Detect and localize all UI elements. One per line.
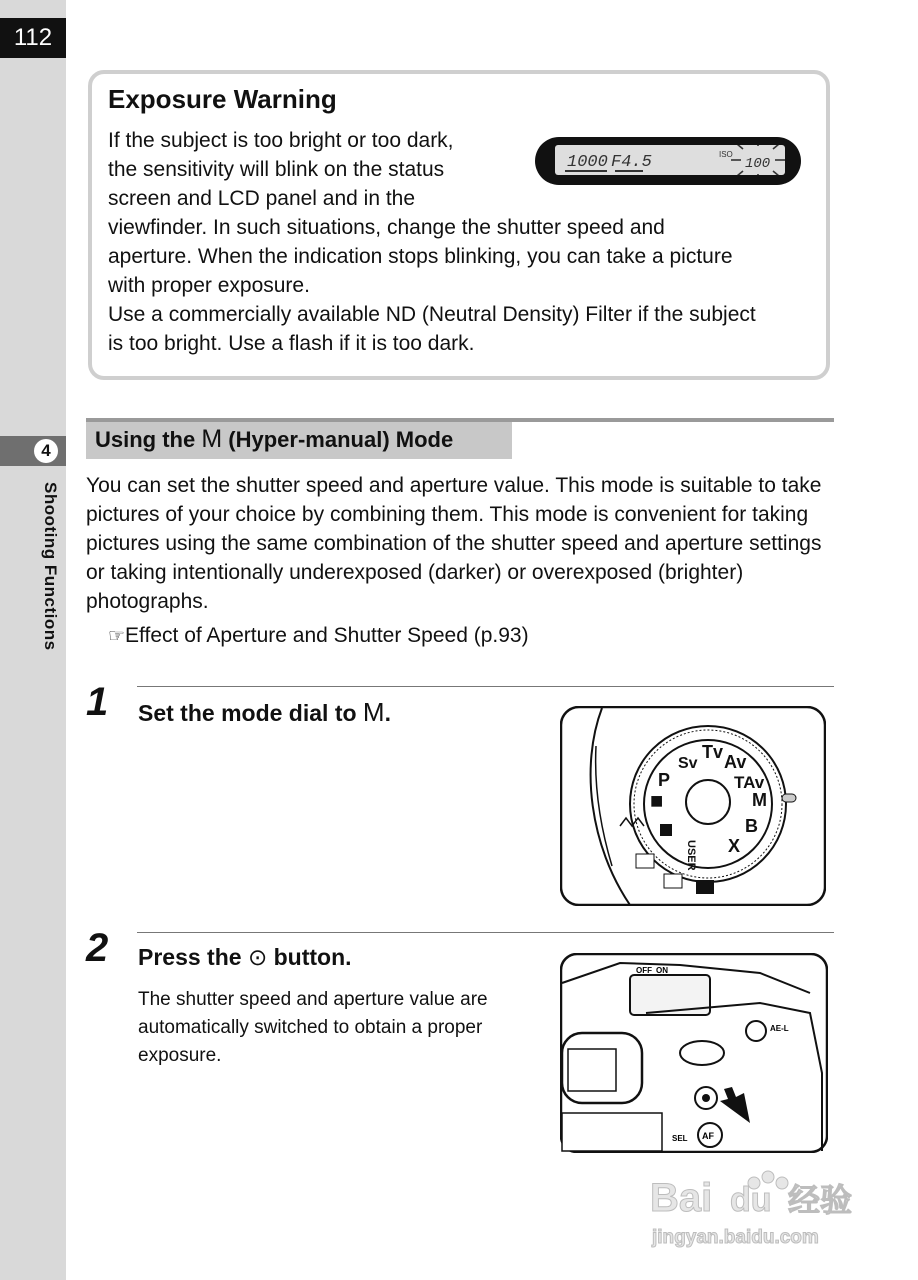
dial-label: M [752, 790, 767, 810]
camera-label: AF [702, 1131, 714, 1141]
baidu-watermark [648, 1165, 864, 1249]
warning-line: aperture. When the indication stops blinking, you can take a picture [108, 245, 733, 268]
chapter-number: 4 [34, 439, 58, 463]
lcd-iso-value: 100 [745, 156, 771, 172]
heading-text: Using the [95, 427, 202, 452]
page-number: 112 [0, 18, 66, 58]
step-rule [137, 932, 834, 933]
lcd-iso-label: ISO [719, 150, 733, 159]
mode-icon [636, 854, 654, 868]
warning-line: the sensitivity will blink on the status [108, 158, 445, 181]
pointing-hand-icon: ☞ [108, 626, 126, 647]
camera-label: ON [656, 966, 668, 975]
section-heading [86, 422, 512, 459]
watermark-product: 经验 [788, 1181, 853, 1219]
warning-line: If the subject is too bright or too dark, [108, 129, 454, 152]
step-text-part: . [384, 700, 391, 726]
watermark-brand: Bai [650, 1176, 713, 1220]
watermark-brand2: du [730, 1181, 772, 1219]
dial-label: X [728, 836, 741, 856]
reference-text: Effect of Aperture and Shutter Speed (p.93) [125, 624, 529, 647]
dial-label: Sv [678, 755, 698, 772]
warning-line: Use a commercially available ND (Neutral Density) Filter if the subject [108, 303, 756, 326]
mode-dial-illustration [560, 706, 826, 906]
camera-back-illustration [560, 953, 828, 1153]
step-text-part: Press the [138, 944, 248, 970]
section-body: You can set the shutter speed and aperture value. This mode is suitable to take pictures of your choice by combining them. This mode is convenient for taking pictures using the same combination of the shutter speed and aperture settings or taking intentionally underexposed (darker) or overexposed (brighter) photographs. [86, 474, 822, 613]
warning-line: is too bright. Use a flash if it is too dark. [108, 332, 475, 355]
camera-label: AE-L [770, 1024, 789, 1033]
scene-icon [660, 824, 672, 836]
lcd-aperture: F4.5 [611, 153, 652, 172]
warning-line: viewfinder. In such situations, change the shutter speed and [108, 216, 665, 239]
lcd-shutter: 1000 [567, 153, 608, 172]
mode-symbol: M [201, 425, 223, 453]
watermark-url: jingyan.baidu.com [652, 1227, 819, 1248]
page-reference [108, 624, 529, 648]
mode-icon [664, 874, 682, 888]
step-text-part: Set the mode dial to [138, 700, 363, 726]
green-button-icon: ⊙ [247, 944, 268, 970]
camera-label: SEL [672, 1134, 688, 1143]
heading-text: (Hyper-manual) Mode [222, 427, 454, 452]
dial-label: P [658, 770, 671, 790]
dial-label: USER [685, 840, 697, 871]
chapter-title: Shooting Functions [41, 482, 60, 651]
dial-label: ■ [650, 788, 664, 813]
lcd-screen [555, 145, 785, 175]
step-text [138, 697, 391, 728]
camera-label: OFF [636, 966, 652, 975]
warning-title: Exposure Warning [108, 84, 337, 114]
step-number: 2 [86, 926, 109, 970]
step-number: 1 [86, 680, 109, 724]
mode-symbol: M [362, 697, 385, 727]
step-description: The shutter speed and aperture value are automatically switched to obtain a proper exposure. [138, 989, 488, 1066]
warning-line: with proper exposure. [108, 274, 310, 297]
lcd-panel-illustration [535, 137, 801, 185]
step-text [138, 944, 352, 971]
dial-label: B [745, 816, 758, 836]
mode-icon [696, 880, 714, 894]
warning-line: screen and LCD panel and in the [108, 187, 416, 210]
step-rule [137, 686, 834, 687]
dial-label: TAv [734, 773, 765, 792]
step-text-part: button. [267, 944, 352, 970]
dial-label: Tv [702, 742, 724, 762]
dial-label: Av [724, 752, 747, 772]
